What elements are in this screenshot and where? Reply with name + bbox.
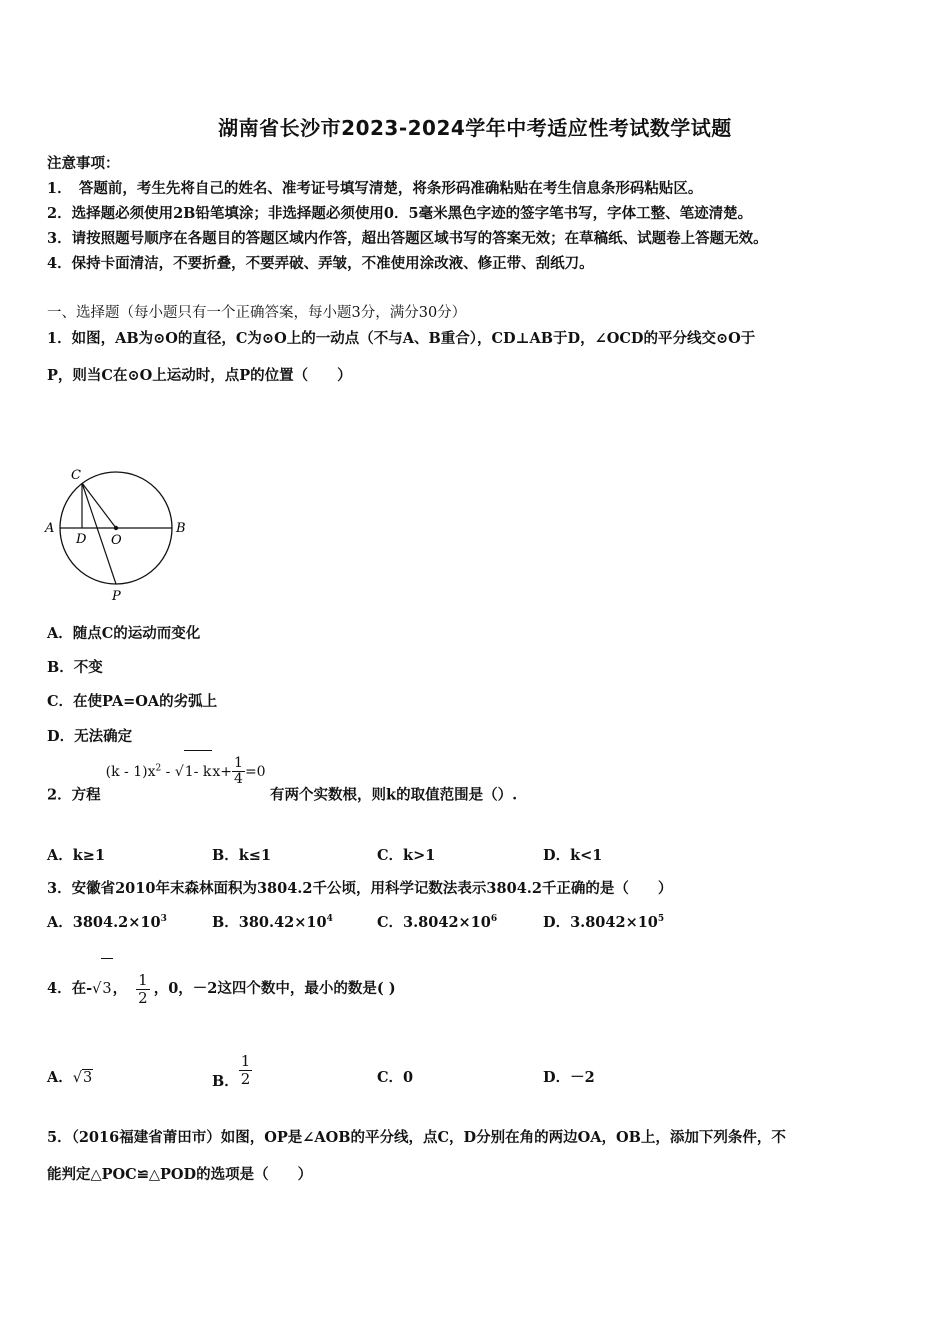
section-heading: 一、选择题（每小题只有一个正确答案，每小题3分，满分30分） bbox=[47, 305, 467, 321]
q4-option-a-root: √3 bbox=[72, 1070, 93, 1086]
q1-circle-figure bbox=[40, 462, 200, 607]
q4-option-a-root-value: 3 bbox=[83, 1070, 93, 1086]
q4-prefix: 4．在- bbox=[47, 980, 93, 997]
q2-prefix: 2．方程 bbox=[47, 786, 101, 804]
q2-eq-root: 1- k bbox=[184, 750, 213, 793]
q3-option-d bbox=[543, 911, 664, 932]
label-a: A bbox=[45, 521, 55, 536]
note-item-1: 1． 答题前，考生先将自己的姓名、准考证号填写清楚，将条形码准确粘贴在考生信息条形码粘贴区。 bbox=[47, 180, 703, 197]
q4-frac-den: 2 bbox=[138, 988, 148, 1007]
label-c: C bbox=[71, 468, 81, 483]
q2-option-b: B．k≤1 bbox=[212, 847, 272, 864]
q5-text-line2: 能判定△POC≌△POD的选项是（ ） bbox=[47, 1166, 313, 1183]
q4-frac-num: 1 bbox=[138, 971, 148, 989]
q2-option-c: C．k>1 bbox=[377, 847, 436, 864]
q2-eq-fraction bbox=[232, 756, 245, 788]
q2-eq-part4: =0 bbox=[244, 763, 266, 780]
q3-option-d-exp: 5 bbox=[657, 914, 665, 925]
q4-option-b-fraction bbox=[239, 1053, 253, 1087]
q3-option-a bbox=[47, 911, 167, 932]
q3-option-c-exp: 6 bbox=[490, 914, 498, 925]
q4-fraction bbox=[136, 972, 150, 1006]
q4-root-value: 3 bbox=[101, 958, 112, 1019]
q3-option-a-exp: 3 bbox=[160, 914, 167, 925]
q2-option-a: A．k≥1 bbox=[47, 847, 106, 864]
label-b: B bbox=[176, 521, 186, 536]
segment-co bbox=[82, 483, 116, 528]
q3-option-b-label: B．380.42×10 bbox=[212, 914, 327, 931]
q2-eq-frac-den: 4 bbox=[234, 771, 243, 788]
notes-heading: 注意事项： bbox=[47, 155, 120, 172]
label-p: P bbox=[112, 589, 121, 604]
q4-root: √3 bbox=[92, 981, 112, 997]
q2-eq-part3: x+ bbox=[212, 763, 233, 780]
q2-suffix: 有两个实数根，则k的取值范围是（）. bbox=[270, 786, 518, 804]
q4-option-b-den: 2 bbox=[240, 1069, 251, 1088]
page-title: 湖南省长沙市2023-2024学年中考适应性考试数学试题 bbox=[218, 116, 732, 140]
q3-text: 3．安徽省2010年末森林面积为3804.2千公顷，用科学记数法表示3804.2千正确的是（ ） bbox=[47, 880, 673, 897]
q4-separator: ， bbox=[112, 980, 128, 997]
q2-option-d: D．k<1 bbox=[543, 847, 603, 864]
q2-eq-part2: - bbox=[161, 763, 175, 780]
q1-option-b: B．不变 bbox=[47, 659, 103, 676]
point-o bbox=[114, 526, 118, 530]
label-o: O bbox=[111, 533, 122, 548]
q3-option-a-label: A．3804.2×10 bbox=[47, 914, 161, 931]
q4-option-b bbox=[212, 1040, 252, 1112]
q3-option-c bbox=[377, 911, 497, 932]
q1-option-a: A．随点C的运动而变化 bbox=[47, 625, 201, 642]
q4-option-d: D．－2 bbox=[543, 1069, 595, 1086]
q4-text bbox=[47, 958, 396, 1019]
q1-option-c: C．在使PA=OA的劣弧上 bbox=[47, 693, 218, 710]
q3-option-b bbox=[212, 911, 333, 932]
note-item-2: 2．选择题必须使用2B铅笔填涂；非选择题必须使用0．5毫米黑色字迹的签字笔书写，字体工整、笔迹清楚。 bbox=[47, 205, 753, 222]
q5-text-line1: 5．（2016福建省莆田市）如图，OP是∠AOB的平分线，点C，D分别在角的两边OA，OB上，添加下列条件，不 bbox=[47, 1129, 786, 1146]
q2-equation: $(k - 1)x^2 - √1-$ kx+ $\frac{1}{4}$ =0 bbox=[106, 764, 270, 780]
q3-option-b-exp: 4 bbox=[326, 914, 333, 925]
q4-suffix: ，0，－2这四个数中，最小的数是( ) bbox=[153, 980, 396, 997]
label-d: D bbox=[76, 532, 87, 547]
q2-eq-sup: 2 bbox=[155, 763, 162, 773]
q1-text-line1: 1．如图，AB为⊙O的直径，C为⊙O上的一动点（不与A、B重合），CD⊥AB于D，∠OCD的平分线交⊙O于 bbox=[47, 330, 756, 347]
note-item-3: 3．请按照题号顺序在各题目的答题区域内作答，超出答题区域书写的答案无效；在草稿纸、试题卷上答题无效。 bbox=[47, 230, 768, 247]
note-item-4: 4．保持卡面清洁，不要折叠，不要弄破、弄皱，不准使用涂改液、修正带、刮纸刀。 bbox=[47, 255, 594, 272]
q2-eq-frac-num: 1 bbox=[234, 754, 243, 771]
q4-option-a-label: A． bbox=[47, 1069, 73, 1086]
q2-eq-part1: (k - 1)x bbox=[105, 763, 156, 780]
q1-option-d: D．无法确定 bbox=[47, 728, 133, 745]
q4-option-c: C．0 bbox=[377, 1069, 414, 1086]
q1-text-line2: P，则当C在⊙O上运动时，点P的位置（ ） bbox=[47, 367, 352, 384]
q4-option-a bbox=[47, 1066, 93, 1087]
q3-option-d-label: D．3.8042×10 bbox=[543, 914, 658, 931]
q3-option-c-label: C．3.8042×10 bbox=[377, 914, 491, 931]
q4-option-b-num: 1 bbox=[240, 1052, 251, 1070]
q2-text bbox=[47, 754, 518, 817]
q4-option-b-label: B． bbox=[212, 1073, 239, 1090]
